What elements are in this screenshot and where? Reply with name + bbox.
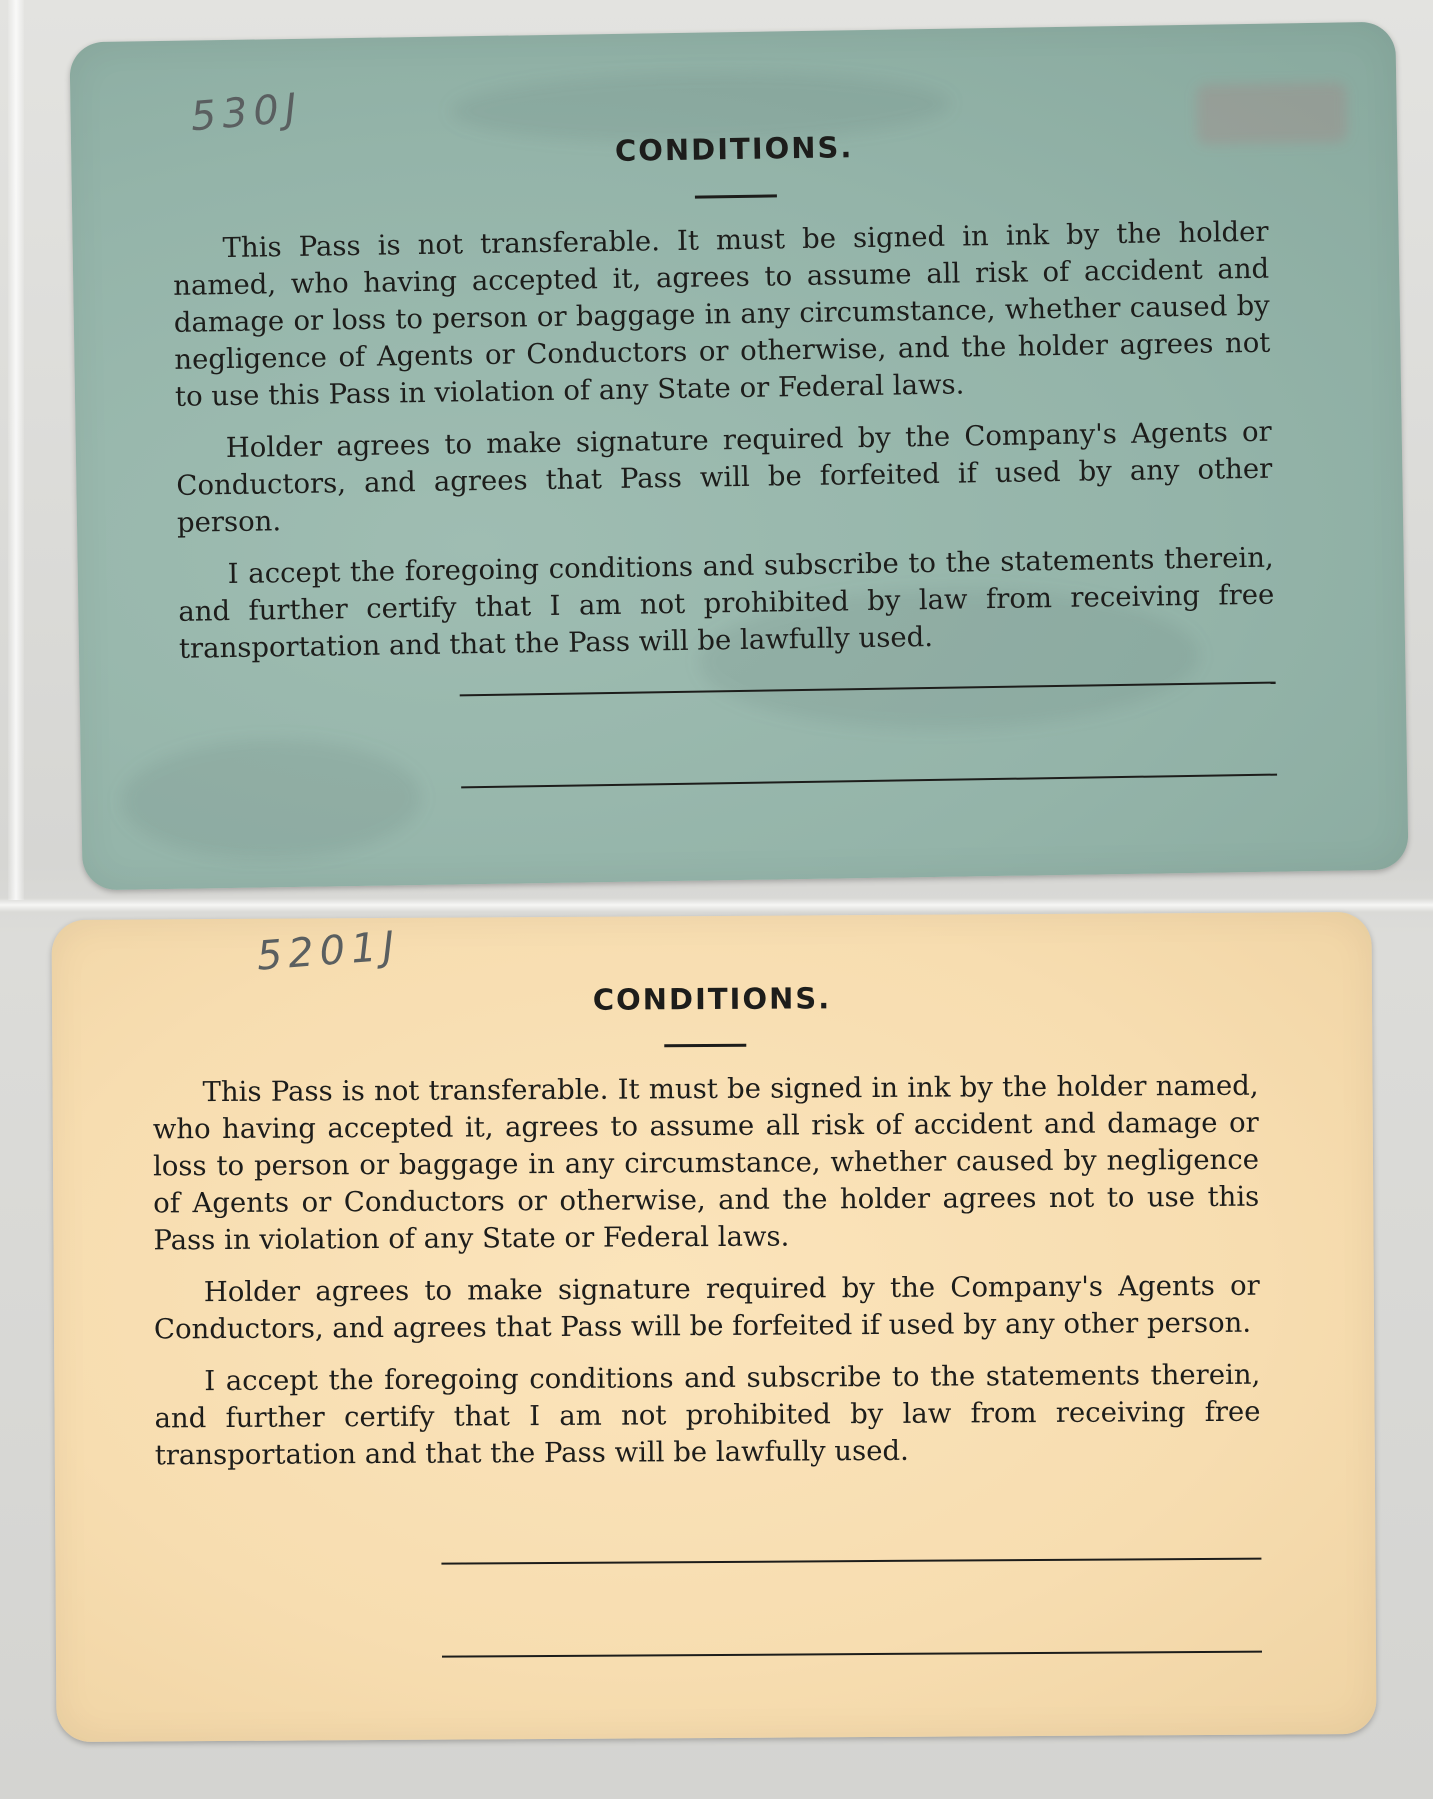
card-heading: CONDITIONS.: [614, 130, 854, 168]
sleeve-seam: [0, 898, 1433, 912]
pass-card-green: [69, 22, 1408, 891]
handwritten-note: 530J: [188, 84, 305, 141]
card-heading: CONDITIONS.: [592, 981, 832, 1017]
sleeve-edge: [8, 0, 24, 900]
signature-line-2[interactable]: [442, 1651, 1262, 1658]
condition-paragraph-3: I accept the foregoing conditions and subscribe to the statements therein, and further certify that I am not prohibited by law from receiving free transportation and that the Pass will be lawfully used.: [178, 541, 1275, 665]
handwritten-note: 5201J: [255, 922, 402, 980]
signature-line-1[interactable]: [441, 1558, 1261, 1565]
stain: [120, 737, 422, 862]
conditions-text: [172, 214, 1275, 683]
pass-card-cream: [52, 912, 1377, 1742]
signature-line-2[interactable]: [461, 774, 1277, 789]
conditions-text: [152, 1068, 1261, 1490]
condition-paragraph-1: This Pass is not transferable. It must be signed in ink by the holder named, who having accepted it, agrees to assume all risk of accident and damage or loss to person or baggage in any circumstance, whether caused by negligence of Agents or Conductors or otherwise, and the holder agrees not to use this Pass in violation of any State or Federal laws.: [152, 1069, 1260, 1257]
heading-rule: [695, 194, 777, 198]
heading-rule: [664, 1044, 746, 1048]
condition-paragraph-2: Holder agrees to make signature required by the Company's Agents or Conductors, and agrees that Pass will be forfeited if used by any other person.: [176, 415, 1273, 539]
condition-paragraph-2: Holder agrees to make signature required by the Company's Agents or Conductors, and agrees that Pass will be forfeited if used by any other person.: [153, 1269, 1260, 1346]
condition-paragraph-1: This Pass is not transferable. It must be signed in ink by the holder named, who having accepted it, agrees to assume all risk of accident and damage or loss to person or baggage in any circumstance, whether caused by negligence of Agents or Conductors or otherwise, and the holder agrees not to use this Pass in violation of any State or Federal laws.: [173, 215, 1271, 413]
condition-paragraph-3: I accept the foregoing conditions and subscribe to the statements therein, and further certify that I am not prohibited by law from receiving free transportation and that the Pass will be lawfully used.: [154, 1358, 1261, 1472]
